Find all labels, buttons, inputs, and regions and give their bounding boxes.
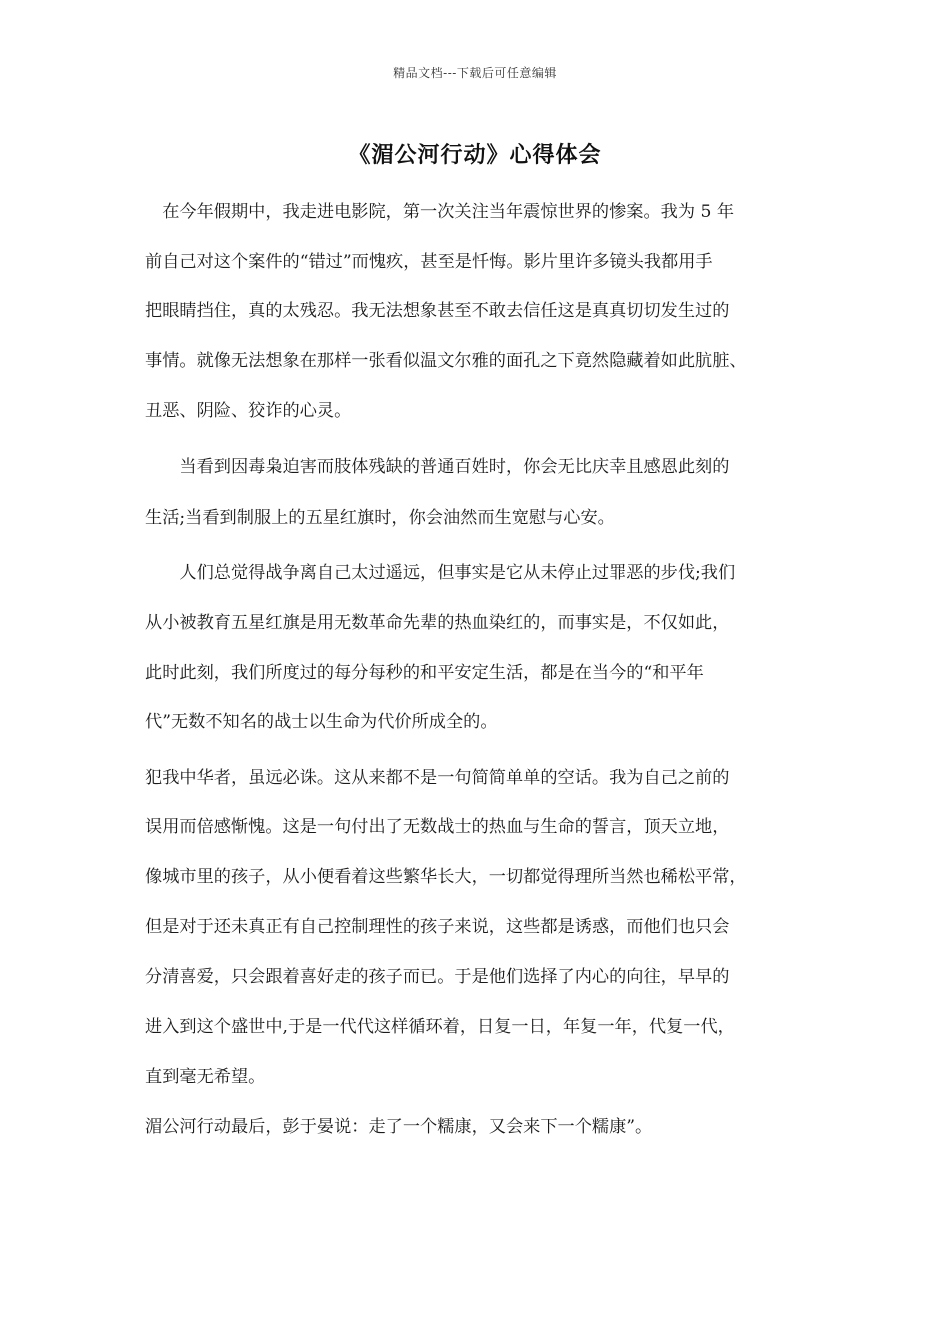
body-line: 生活;当看到制服上的五星红旗时，你会油然而生宽慰与心安。 bbox=[145, 508, 615, 528]
body-line: 误用而倍感惭愧。这是一句付出了无数战士的热血与生命的誓言，顶天立地， bbox=[145, 817, 730, 837]
body-line: 从小被教育五星红旗是用无数革命先辈的热血染红的，而事实是，不仅如此， bbox=[145, 613, 730, 633]
body-line: 犯我中华者，虽远必诛。这从来都不是一句简简单单的空话。我为自己之前的 bbox=[145, 768, 730, 788]
body-line: 事情。就像无法想象在那样一张看似温文尔雅的面孔之下竟然隐藏着如此肮脏、 bbox=[145, 351, 747, 371]
body-line: 分清喜爱，只会跟着喜好走的孩子而已。于是他们选择了内心的向往，早早的 bbox=[145, 967, 730, 987]
body-line: 人们总觉得战争离自己太过遥远，但事实是它从未停止过罪恶的步伐;我们 bbox=[145, 563, 736, 583]
body-line: 湄公河行动最后，彭于晏说：走了一个糯康，又会来下一个糯康”。 bbox=[145, 1117, 653, 1137]
body-line: 但是对于还未真正有自己控制理性的孩子来说，这些都是诱惑，而他们也只会 bbox=[145, 917, 730, 937]
body-line: 前自己对这个案件的“错过”而愧疚，甚至是忏悔。影片里许多镜头我都用手 bbox=[145, 252, 713, 272]
body-line: 像城市里的孩子，从小便看着这些繁华长大，一切都觉得理所当然也稀松平常， bbox=[145, 867, 747, 887]
body-line: 代”无数不知名的战士以生命为代价所成全的。 bbox=[145, 712, 498, 732]
body-line: 此时此刻，我们所度过的每分每秒的和平安定生活，都是在当今的“和平年 bbox=[145, 663, 704, 683]
body-line: 当看到因毒枭迫害而肢体残缺的普通百姓时，你会无比庆幸且感恩此刻的 bbox=[145, 457, 730, 477]
body-line: 丑恶、阴险、狡诈的心灵。 bbox=[145, 401, 352, 421]
body-line: 进入到这个盛世中,于是一代代这样循环着，日复一日，年复一年，代复一代， bbox=[145, 1017, 735, 1037]
page-header: 精品文档---下载后可任意编辑 bbox=[393, 66, 557, 80]
document-title: 《湄公河行动》心得体会 bbox=[348, 142, 602, 168]
body-line: 把眼睛挡住，真的太残忍。我无法想象甚至不敢去信任这是真真切切发生过的 bbox=[145, 301, 730, 321]
body-line: 在今年假期中，我走进电影院，第一次关注当年震惊世界的惨案。我为 5 年 bbox=[145, 202, 735, 222]
body-line: 直到毫无希望。 bbox=[145, 1067, 266, 1087]
